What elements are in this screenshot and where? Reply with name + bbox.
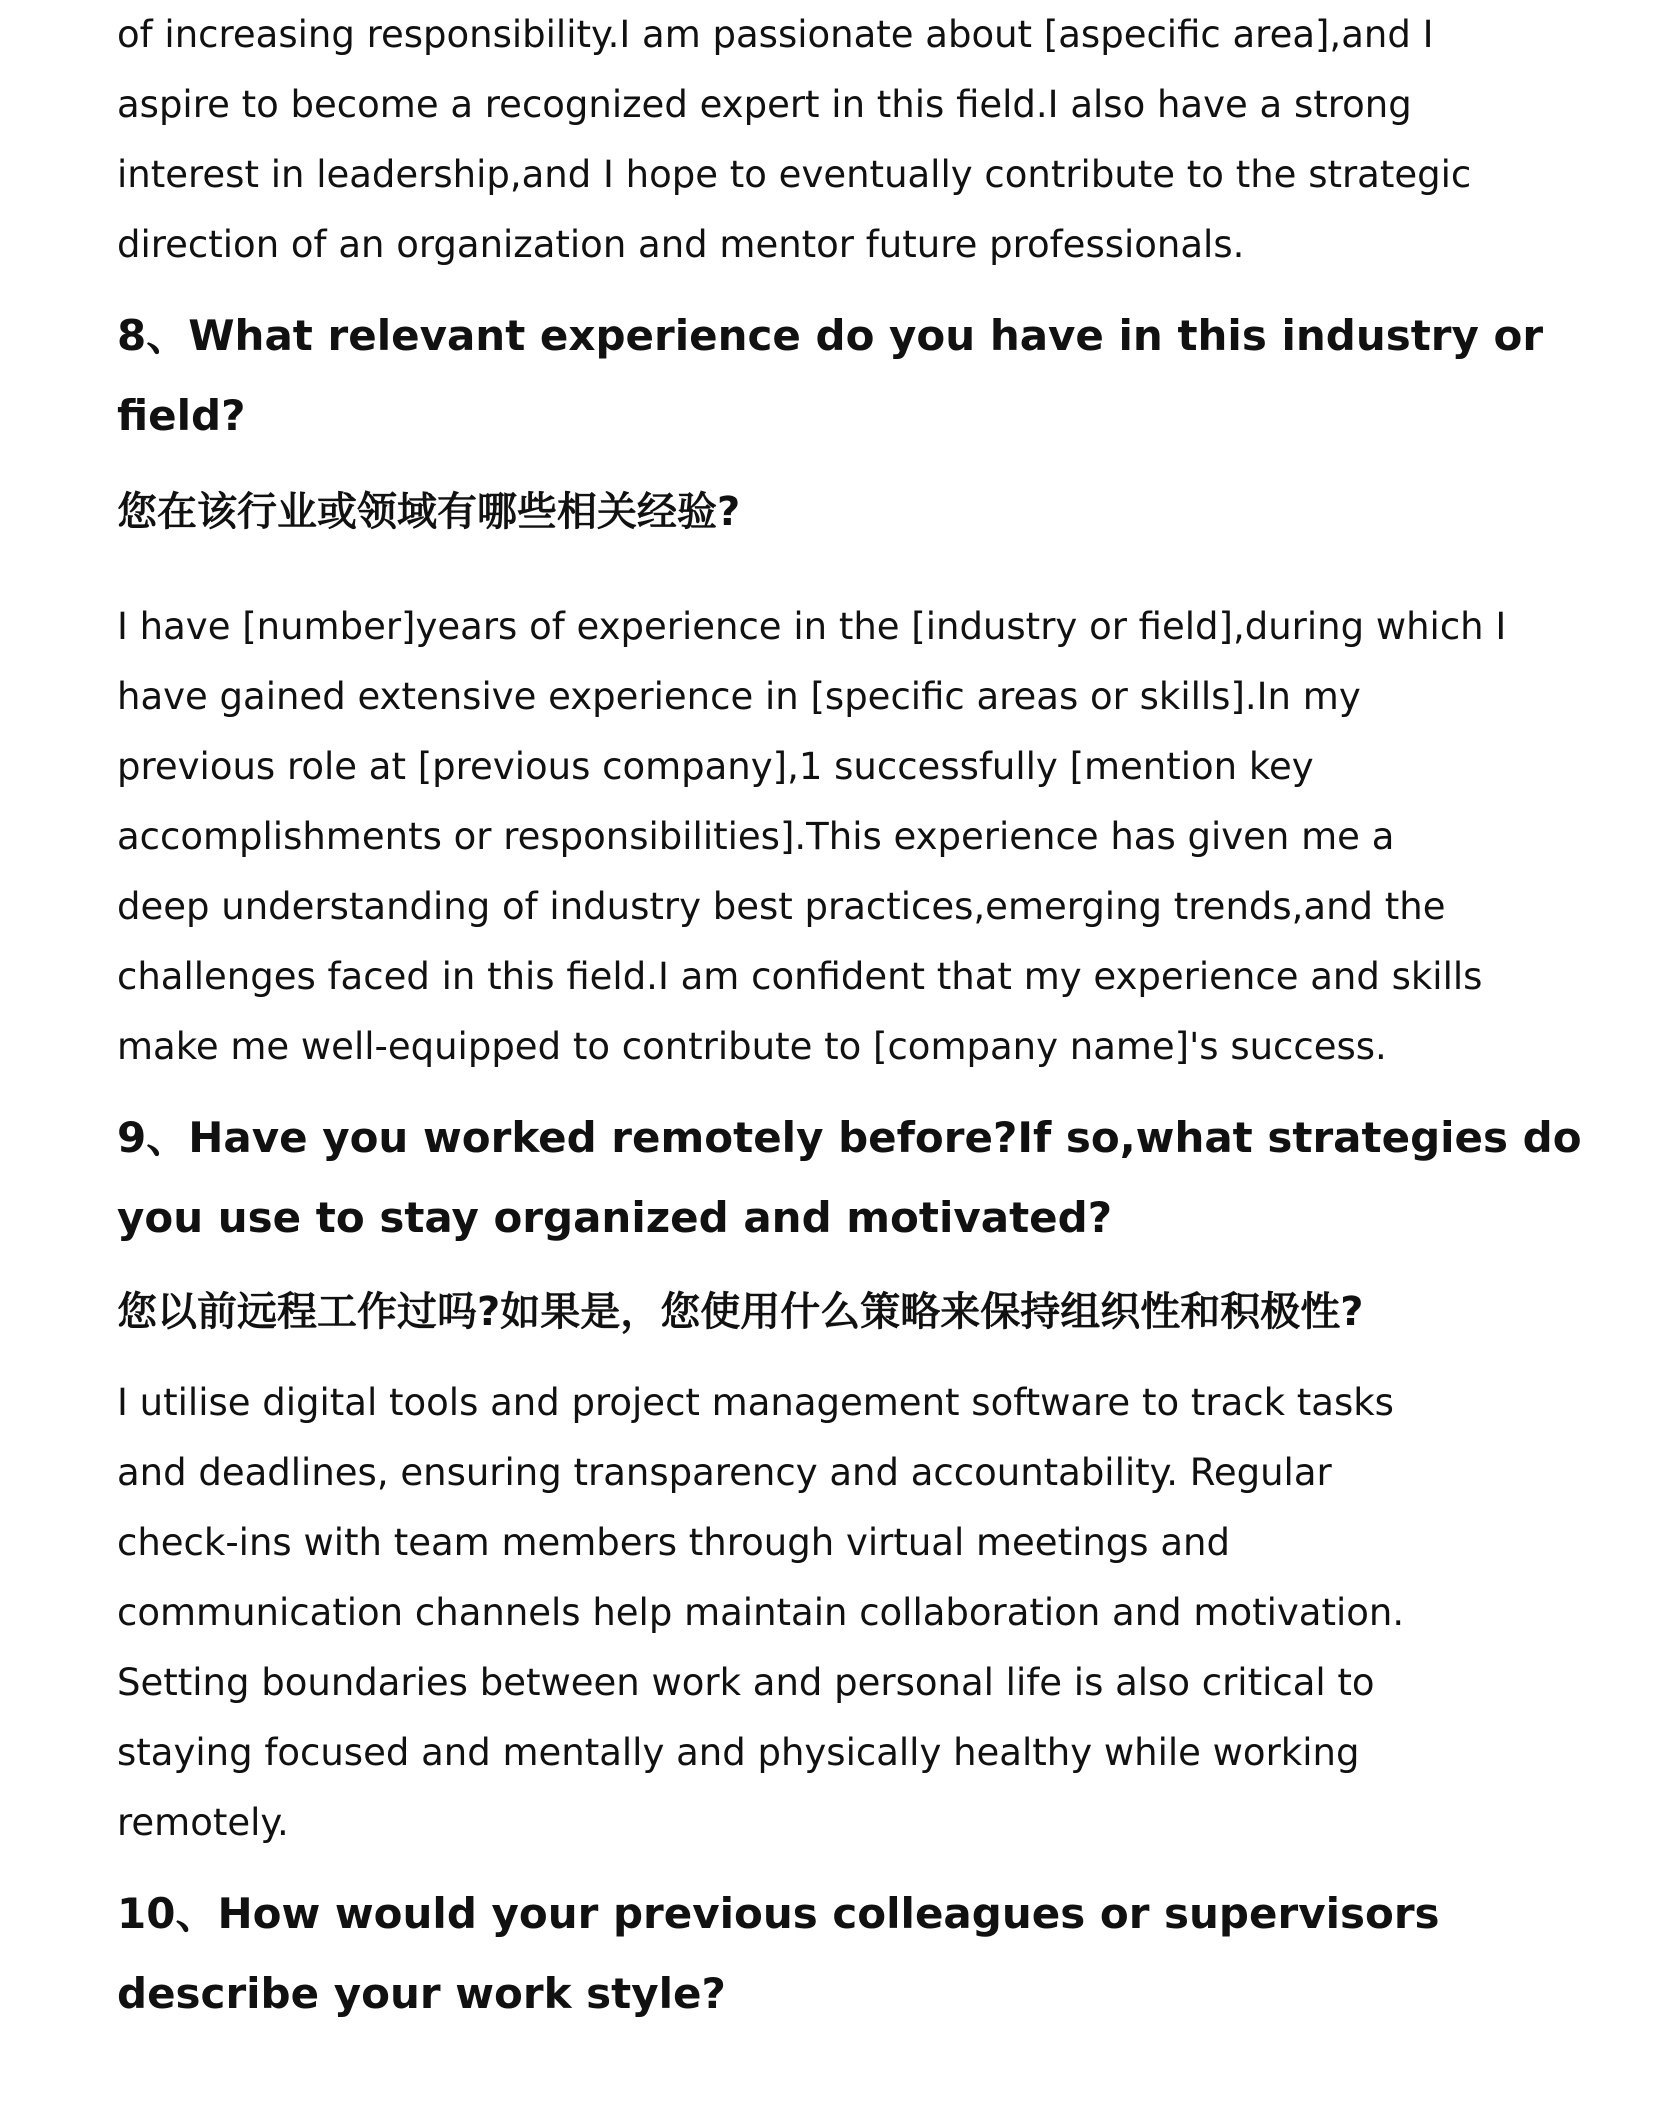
question-8-heading bbox=[117, 296, 1543, 456]
paragraph-line: make me well-equipped to contribute to [company name]'s success. bbox=[117, 1025, 1387, 1068]
question-line: 9、Have you worked remotely before?If so,what strategies do bbox=[117, 1113, 1582, 1162]
paragraph-line: Setting boundaries between work and personal life is also critical to bbox=[117, 1661, 1375, 1704]
question-10-heading bbox=[117, 1874, 1440, 2034]
paragraph-line: of increasing responsibility.I am passionate about [aspecific area],and I bbox=[117, 13, 1434, 56]
question-line: you use to stay organized and motivated? bbox=[117, 1193, 1113, 1242]
paragraph-line: direction of an organization and mentor future professionals. bbox=[117, 223, 1245, 266]
paragraph-line: remotely. bbox=[117, 1801, 289, 1844]
paragraph-line: and deadlines, ensuring transparency and accountability. Regular bbox=[117, 1451, 1332, 1494]
question-line: describe your work style? bbox=[117, 1969, 726, 2018]
paragraph-line: have gained extensive experience in [specific areas or skills].In my bbox=[117, 675, 1361, 718]
question-9-heading bbox=[117, 1098, 1582, 1258]
paragraph-line: I utilise digital tools and project management software to track tasks bbox=[117, 1381, 1394, 1424]
question-line: 10、How would your previous colleagues or supervisors bbox=[117, 1889, 1440, 1938]
paragraph-line: communication channels help maintain collaboration and motivation. bbox=[117, 1591, 1405, 1634]
paragraph-line: check-ins with team members through virtual meetings and bbox=[117, 1521, 1230, 1564]
paragraph-line: interest in leadership,and I hope to eventually contribute to the strategic bbox=[117, 153, 1472, 196]
question-9-chinese: 您以前远程工作过吗?如果是，您使用什么策略来保持组织性和积极性? bbox=[117, 1289, 1364, 1335]
paragraph-line: accomplishments or responsibilities].This experience has given me a bbox=[117, 815, 1395, 858]
answer-8-paragraph bbox=[117, 592, 1506, 1082]
paragraph-line: I have [number]years of experience in the [industry or field],during which I bbox=[117, 605, 1507, 648]
paragraph-line: deep understanding of industry best practices,emerging trends,and the bbox=[117, 885, 1446, 928]
question-line: 8、What relevant experience do you have in this industry or bbox=[117, 311, 1544, 360]
question-line: field? bbox=[117, 391, 246, 440]
paragraph-line: challenges faced in this field.I am confident that my experience and skills bbox=[117, 955, 1483, 998]
paragraph-line: aspire to become a recognized expert in this field.I also have a strong bbox=[117, 83, 1412, 126]
paragraph-line: previous role at [previous company],1 successfully [mention key bbox=[117, 745, 1314, 788]
intro-paragraph bbox=[117, 0, 1471, 280]
question-8-chinese: 您在该行业或领域有哪些相关经验? bbox=[117, 489, 741, 535]
answer-9-paragraph bbox=[117, 1368, 1404, 1858]
paragraph-line: staying focused and mentally and physically healthy while working bbox=[117, 1731, 1360, 1774]
